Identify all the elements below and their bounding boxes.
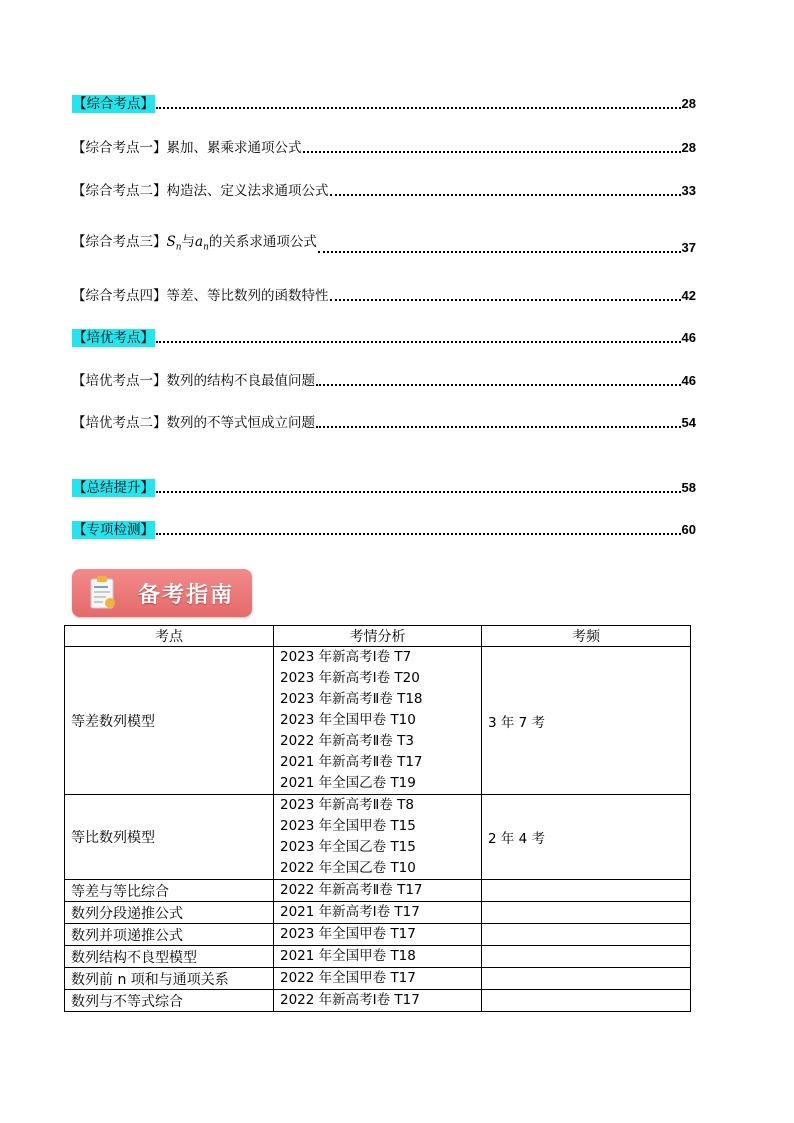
- toc-row[interactable]: [72, 521, 696, 539]
- toc-row[interactable]: [72, 329, 696, 347]
- exam-cell: [274, 795, 482, 880]
- exam-item: 2021 年新高考Ⅱ卷 T17: [280, 754, 423, 770]
- toc-page-number: 37: [681, 239, 696, 255]
- banner-title: 备考指南: [138, 583, 235, 608]
- toc-leader-dots: [303, 150, 681, 153]
- frequency-cell: 3 年 7 考: [482, 647, 691, 795]
- table-row: [65, 968, 691, 990]
- toc-label-suffix: 的关系求通项公式: [208, 234, 317, 250]
- toc-leader-dots: [330, 298, 681, 301]
- table-header-row: [65, 626, 691, 647]
- toc-leader-dots: [330, 193, 681, 196]
- exam-item: 2023 年全国甲卷 T15: [280, 818, 416, 834]
- frequency-cell: [482, 990, 691, 1012]
- frequency-cell: [482, 946, 691, 968]
- toc-page-number: 28: [681, 96, 696, 111]
- exam-cell: [274, 647, 482, 795]
- table-row: [65, 647, 691, 795]
- toc-label: 【综合考点一】累加、累乘求通项公式: [72, 140, 302, 156]
- topic-cell: 等比数列模型: [65, 795, 274, 880]
- exam-item: 2022 年全国乙卷 T10: [280, 860, 416, 876]
- topic-cell: 数列与不等式综合: [65, 990, 274, 1012]
- exam-item: 2022 年新高考Ⅱ卷 T3: [280, 733, 414, 749]
- exam-item: 2023 年新高考Ⅱ卷 T8: [280, 797, 414, 813]
- toc-page-number: 60: [681, 522, 696, 537]
- toc-leader-dots: [156, 106, 681, 109]
- exam-cell: 2021 年新高考Ⅰ卷 T17: [274, 902, 482, 924]
- toc-leader-dots: [316, 425, 681, 428]
- topic-cell: 数列结构不良型模型: [65, 946, 274, 968]
- exam-item: 2023 年新高考Ⅰ卷 T20: [280, 670, 420, 686]
- toc-row[interactable]: [72, 182, 696, 200]
- table-row: [65, 946, 691, 968]
- table-header-cell: 考情分析: [274, 626, 482, 647]
- topic-cell: 等差与等比综合: [65, 880, 274, 902]
- table-row: [65, 990, 691, 1012]
- toc-page-number: 46: [681, 373, 696, 388]
- toc-row[interactable]: [72, 479, 696, 497]
- math-s-n: [166, 234, 182, 253]
- toc-label-prefix: 【综合考点三】: [72, 234, 167, 250]
- toc-row[interactable]: [72, 287, 696, 305]
- table-header-cell: 考点: [65, 626, 274, 647]
- toc-label-mid: 与: [181, 234, 196, 250]
- toc-page-number: 58: [681, 480, 696, 495]
- toc-row[interactable]: [72, 139, 696, 157]
- table-row: [65, 880, 691, 902]
- exam-item: 2021 年全国乙卷 T19: [280, 775, 416, 791]
- math-subscript: n: [203, 242, 209, 253]
- toc-row[interactable]: [72, 414, 696, 432]
- toc-page-number: 54: [681, 415, 696, 430]
- frequency-cell: [482, 880, 691, 902]
- clipboard-document-icon: [90, 576, 116, 610]
- toc-label: 【综合考点】: [73, 96, 154, 112]
- table-header-cell: 考频: [482, 626, 691, 647]
- toc-page-number: 42: [681, 288, 696, 303]
- exam-cell: 2022 年全国甲卷 T17: [274, 968, 482, 990]
- toc-page-number: 33: [681, 183, 696, 198]
- frequency-cell: [482, 968, 691, 990]
- math-a-n: [195, 234, 209, 253]
- exam-cell: 2022 年新高考Ⅰ卷 T17: [274, 990, 482, 1012]
- exam-cell: 2022 年新高考Ⅱ卷 T17: [274, 880, 482, 902]
- toc-leader-dots: [318, 250, 681, 253]
- toc-page-number: 28: [681, 140, 696, 155]
- topic-cell: 等差数列模型: [65, 647, 274, 795]
- math-symbol: a: [195, 234, 204, 250]
- toc-leader-dots: [156, 340, 681, 343]
- toc-label: 【总结提升】: [73, 480, 154, 496]
- frequency-cell: [482, 902, 691, 924]
- exam-cell: 2023 年全国甲卷 T17: [274, 924, 482, 946]
- math-symbol: S: [166, 234, 176, 250]
- table-row: [65, 902, 691, 924]
- topic-cell: 数列并项递推公式: [65, 924, 274, 946]
- toc-row[interactable]: [72, 95, 696, 113]
- math-subscript: n: [175, 242, 182, 253]
- toc-label: 【综合考点二】构造法、定义法求通项公式: [72, 183, 329, 199]
- toc-label: 【培优考点二】数列的不等式恒成立问题: [72, 415, 315, 431]
- toc-label: 【专项检测】: [73, 522, 154, 538]
- exam-item: 2023 年新高考Ⅱ卷 T18: [280, 691, 423, 707]
- frequency-cell: [482, 924, 691, 946]
- toc-leader-dots: [316, 383, 681, 386]
- exam-cell: 2021 年全国甲卷 T18: [274, 946, 482, 968]
- topic-cell: 数列前 n 项和与通项关系: [65, 968, 274, 990]
- frequency-cell: 2 年 4 考: [482, 795, 691, 880]
- toc-row[interactable]: [72, 233, 696, 257]
- topic-cell: 数列分段递推公式: [65, 902, 274, 924]
- toc-leader-dots: [156, 490, 681, 493]
- toc-label: 【综合考点四】等差、等比数列的函数特性: [72, 288, 329, 304]
- toc-page-number: 46: [681, 330, 696, 345]
- table-row: [65, 924, 691, 946]
- exam-guide-table: [64, 625, 691, 1012]
- exam-item: 2023 年新高考Ⅰ卷 T7: [280, 649, 412, 665]
- table-row: [65, 795, 691, 880]
- toc-row[interactable]: [72, 372, 696, 390]
- toc-label: 【培优考点一】数列的结构不良最值问题: [72, 373, 315, 389]
- toc-label: [72, 233, 317, 257]
- section-banner: [72, 569, 252, 617]
- toc-leader-dots: [156, 532, 681, 535]
- toc-label: 【培优考点】: [73, 330, 154, 346]
- exam-item: 2023 年全国乙卷 T15: [280, 839, 416, 855]
- exam-item: 2023 年全国甲卷 T10: [280, 712, 416, 728]
